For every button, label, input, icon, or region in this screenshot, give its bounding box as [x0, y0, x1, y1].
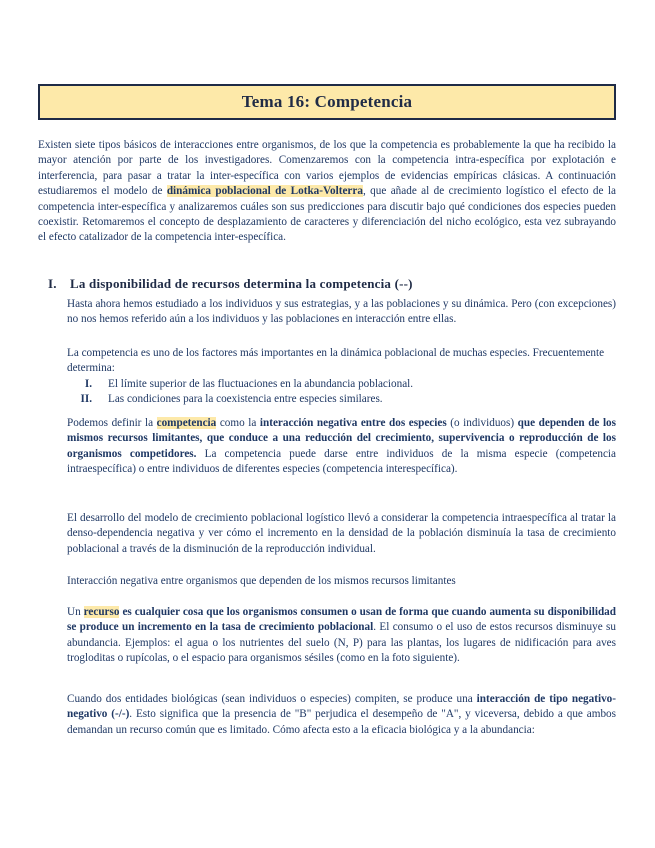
paragraph-text: La competencia puede darse entre individuos de la misma especie (competencia intraespecífica) o entre individuos de diferentes especies (competencia interespecífica).	[67, 447, 616, 476]
definition-paragraph	[67, 416, 616, 478]
resource-paragraph	[67, 605, 616, 667]
section-heading	[48, 276, 618, 292]
list-item	[80, 392, 616, 407]
bold-text: interacción negativa entre dos especies	[259, 417, 447, 429]
bold-text: es cualquier cosa que los organismos consumen o usan de forma que cuando aumenta su disponibilidad se produce un incremento en la tasa de crecimiento poblacional	[67, 606, 616, 634]
paragraph-text: . Esto significa que la presencia de "B" perjudica el desempeño de "A", y viceversa, debido a que ambos demandan un recurso común que es limitado. Cómo afecta esto a la eficacia biológica y a la abundancia:	[67, 708, 616, 736]
section-number: I.	[48, 276, 57, 291]
list-text: Las condiciones para la coexistencia entre especies similares.	[108, 393, 383, 406]
section-paragraph-2	[67, 346, 616, 377]
paragraph-text: Cuando dos entidades biológicas (sean individuos o especies) compiten, se produce una	[67, 693, 477, 705]
highlight-competencia: competencia	[156, 417, 217, 429]
paragraph-text: Interacción negativa entre organismos que dependen de los mismos recursos limitantes	[67, 575, 456, 587]
paragraph-text: como la	[216, 417, 260, 429]
interaction-line	[67, 574, 616, 589]
title-banner	[38, 84, 616, 120]
highlight-recurso: recurso	[83, 606, 120, 618]
negative-interaction-paragraph	[67, 692, 616, 738]
list-text: El límite superior de las fluctuaciones en la abundancia poblacional.	[108, 378, 414, 390]
list-item	[80, 377, 616, 392]
paragraph-text: Un	[67, 606, 84, 618]
intro-text-cont: , que añade al de crecimiento logístico el efecto de la competencia inter-específica y analizaremos cuáles son sus predicciones para discutir bajo qué condiciones dos especies pueden coexistir. Retomaremos el concepto de desplazamiento de caracteres y diferenciación del nicho ecológico, esta vez subrayando el efecto catalizador de la competencia inter-específica.	[38, 185, 616, 244]
paragraph-text: . El consumo o el uso de estos recursos disminuye su abundancia. Ejemplos: el agua o los nutrientes del suelo (N, P) para las plantas, los lugares de nidificación para aves trogloditas o rupícolas, o el espacio para organismos sésiles (como en la foto siguiente).	[67, 621, 616, 665]
paragraph-text: Podemos definir la	[67, 417, 157, 429]
paragraph-text: (o individuos)	[446, 417, 518, 429]
intro-paragraph	[38, 138, 616, 246]
highlight-lotka-volterra: dinámica poblacional de Lotka-Volterra	[166, 185, 363, 198]
list-number: II.	[80, 393, 92, 406]
bold-text: interacción de tipo negativo-negativo (-/-)	[67, 693, 616, 721]
logistic-paragraph	[67, 511, 616, 557]
section-title: La disponibilidad de recursos determina la competencia (--)	[70, 276, 413, 291]
list-number: I.	[84, 378, 92, 390]
intro-text: Existen siete tipos básicos de interacciones entre organismos, de los que la competencia es probablemente la que ha recibido la mayor atención por parte de los investigadores. Comenzaremos con la competencia intra-específica por explotación e interferencia, para pasar a tratar la inter-específica con varios ejemplos de evidencias empíricas clásicas. A continuación estudiaremos el modelo de	[38, 139, 616, 198]
paragraph-text: La competencia es uno de los factores más importantes en la dinámica poblacional de muchas especies. Frecuentemente determina:	[67, 347, 605, 375]
bold-text: que dependen de los mismos recursos limitantes, que conduce a una reducción del crecimiento, supervivencia o reproducción de los organismos competidores.	[67, 417, 616, 460]
page-title: Tema 16: Competencia	[241, 92, 413, 111]
section-paragraph-1	[67, 297, 616, 328]
roman-list	[80, 377, 616, 408]
paragraph-text: Hasta ahora hemos estudiado a los individuos y sus estrategias, y a las poblaciones y su dinámica. Pero (con excepciones) no nos hemos referido aún a los individuos y las poblaciones en interacción entre ellas.	[67, 298, 616, 326]
paragraph-text: El desarrollo del modelo de crecimiento poblacional logístico llevó a considerar la competencia intraespecífica al tratar la denso-dependencia negativa y ver cómo el incremento en la densidad de la población disminuía la tasa de crecimiento poblacional a través de la disminución de la reproducción individual.	[67, 512, 616, 555]
